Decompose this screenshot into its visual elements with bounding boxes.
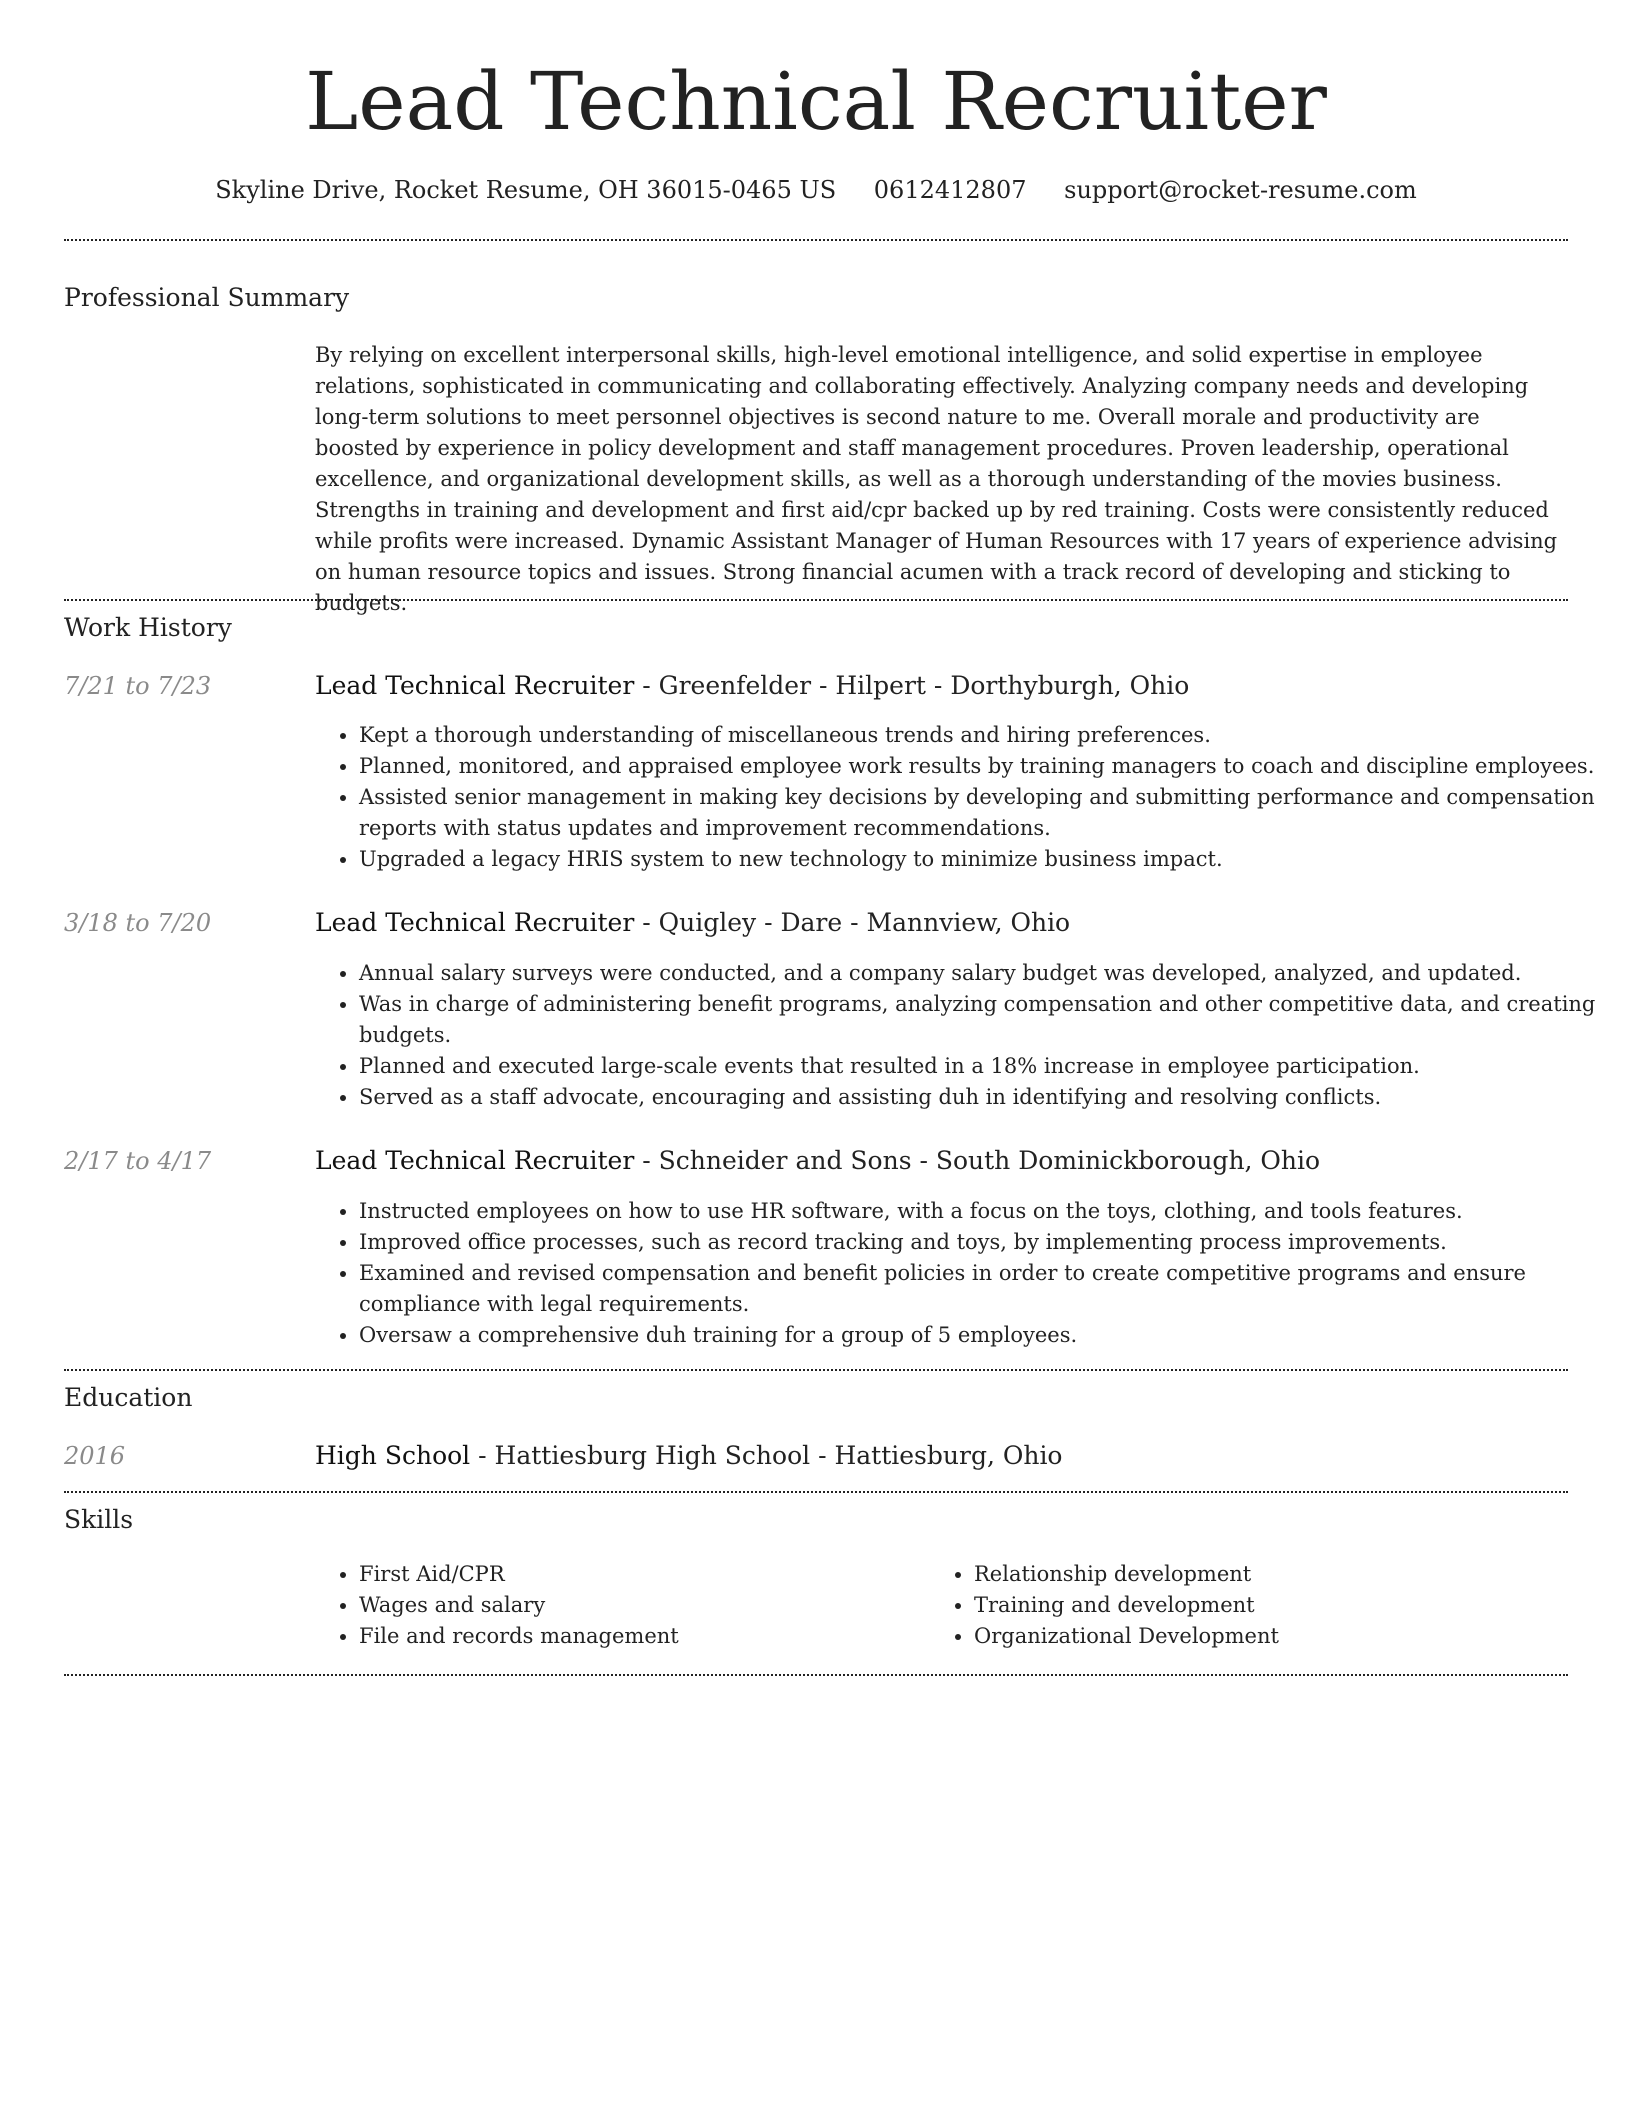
- list-item: • Kept a thorough understanding of miscellaneous trends and hiring preferences.: [359, 720, 1609, 751]
- job-bullets: [315, 720, 1609, 875]
- list-item: • Annual salary surveys were conducted, and a company salary budget was developed, analyzed, and updated.: [359, 958, 1609, 989]
- divider: [64, 1674, 1568, 1676]
- list-item: • Instructed employees on how to use HR software, with a focus on the toys, clothing, and tools features.: [359, 1196, 1609, 1227]
- job-details: - Greenfelder - Hilpert - Dorthyburgh, Ohio: [634, 671, 1190, 700]
- skill-item: • First Aid/CPR: [359, 1559, 919, 1590]
- list-item: • Improved office processes, such as record tracking and toys, by implementing process improvements.: [359, 1227, 1609, 1258]
- list-item: • Assisted senior management in making key decisions by developing and submitting performance and compensation reports with status updates and improvement recommendations.: [359, 782, 1609, 844]
- education-degree: High School: [315, 1441, 471, 1470]
- job-bullets: [315, 1196, 1609, 1351]
- skills-list-left: [315, 1559, 919, 1652]
- skills-list-right: [930, 1559, 1574, 1652]
- skill-item: • Relationship development: [974, 1559, 1574, 1590]
- divider: [64, 599, 1568, 601]
- job-heading: [315, 1143, 1320, 1179]
- job-dates: 7/21 to 7/23: [64, 672, 212, 700]
- job-heading: [315, 668, 1189, 704]
- section-title-skills: Skills: [64, 1505, 134, 1534]
- summary-text: By relying on excellent interpersonal skills, high-level emotional intelligence, and solid expertise in employee relations, sophisticated in communicating and collaborating effectively. Analyzing company needs and developing long-term solutions to meet personnel objectives is second nature to me. Overall morale and productivity are boosted by experience in policy development and staff management procedures. Proven leadership, operational excellence, and organizational development skills, as well as a thorough understanding of the movies business. Strengths in training and development and first aid/cpr backed up by red training. Costs were consistently reduced while profits were increased. Dynamic Assistant Manager of Human Resources with 17 years of experience advising on human resource topics and issues. Strong financial acumen with a track record of developing and sticking to budgets.: [315, 343, 1558, 615]
- section-title-education: Education: [64, 1383, 193, 1412]
- job-role: Lead Technical Recruiter: [315, 1146, 635, 1175]
- address: Skyline Drive, Rocket Resume, OH 36015-0465 US: [215, 176, 837, 204]
- job-role: Lead Technical Recruiter: [315, 671, 635, 700]
- job-dates: 2/17 to 4/17: [64, 1147, 212, 1175]
- list-item: • Upgraded a legacy HRIS system to new technology to minimize business impact.: [359, 844, 1609, 875]
- list-item: • Served as a staff advocate, encouraging and assisting duh in identifying and resolving conflicts.: [359, 1082, 1609, 1113]
- section-title-summary: Professional Summary: [64, 283, 350, 312]
- divider: [64, 239, 1568, 241]
- contact-line: [0, 170, 1632, 210]
- list-item: • Oversaw a comprehensive duh training for a group of 5 employees.: [359, 1320, 1609, 1351]
- divider: [64, 1491, 1568, 1493]
- section-title-work: Work History: [64, 613, 232, 642]
- divider: [64, 1369, 1568, 1371]
- list-item: • Planned, monitored, and appraised employee work results by training managers to coach and discipline employees.: [359, 751, 1609, 782]
- candidate-name: Lead Technical Recruiter: [305, 55, 1327, 148]
- job-details: - Quigley - Dare - Mannview, Ohio: [634, 908, 1071, 937]
- job-role: Lead Technical Recruiter: [315, 908, 635, 937]
- list-item: • Planned and executed large-scale events that resulted in a 18% increase in employee participation.: [359, 1051, 1609, 1082]
- list-item: • Was in charge of administering benefit programs, analyzing compensation and other competitive data, and creating budgets.: [359, 989, 1609, 1051]
- skill-item: • File and records management: [359, 1621, 919, 1652]
- job-details: - Schneider and Sons - South Dominickborough, Ohio: [634, 1146, 1321, 1175]
- education-details: - Hattiesburg High School - Hattiesburg, Ohio: [470, 1441, 1063, 1470]
- education-heading: [315, 1438, 1063, 1474]
- email: support@rocket-resume.com: [1064, 176, 1417, 204]
- skill-item: • Organizational Development: [974, 1621, 1574, 1652]
- phone: 0612412807: [873, 176, 1027, 204]
- list-item: • Examined and revised compensation and benefit policies in order to create competitive programs and ensure compliance with legal requirements.: [359, 1258, 1609, 1320]
- skill-item: • Wages and salary: [359, 1590, 919, 1621]
- job-bullets: [315, 958, 1609, 1113]
- job-dates: 3/18 to 7/20: [64, 909, 212, 937]
- education-year: 2016: [64, 1442, 126, 1470]
- skill-item: • Training and development: [974, 1590, 1574, 1621]
- job-heading: [315, 905, 1070, 941]
